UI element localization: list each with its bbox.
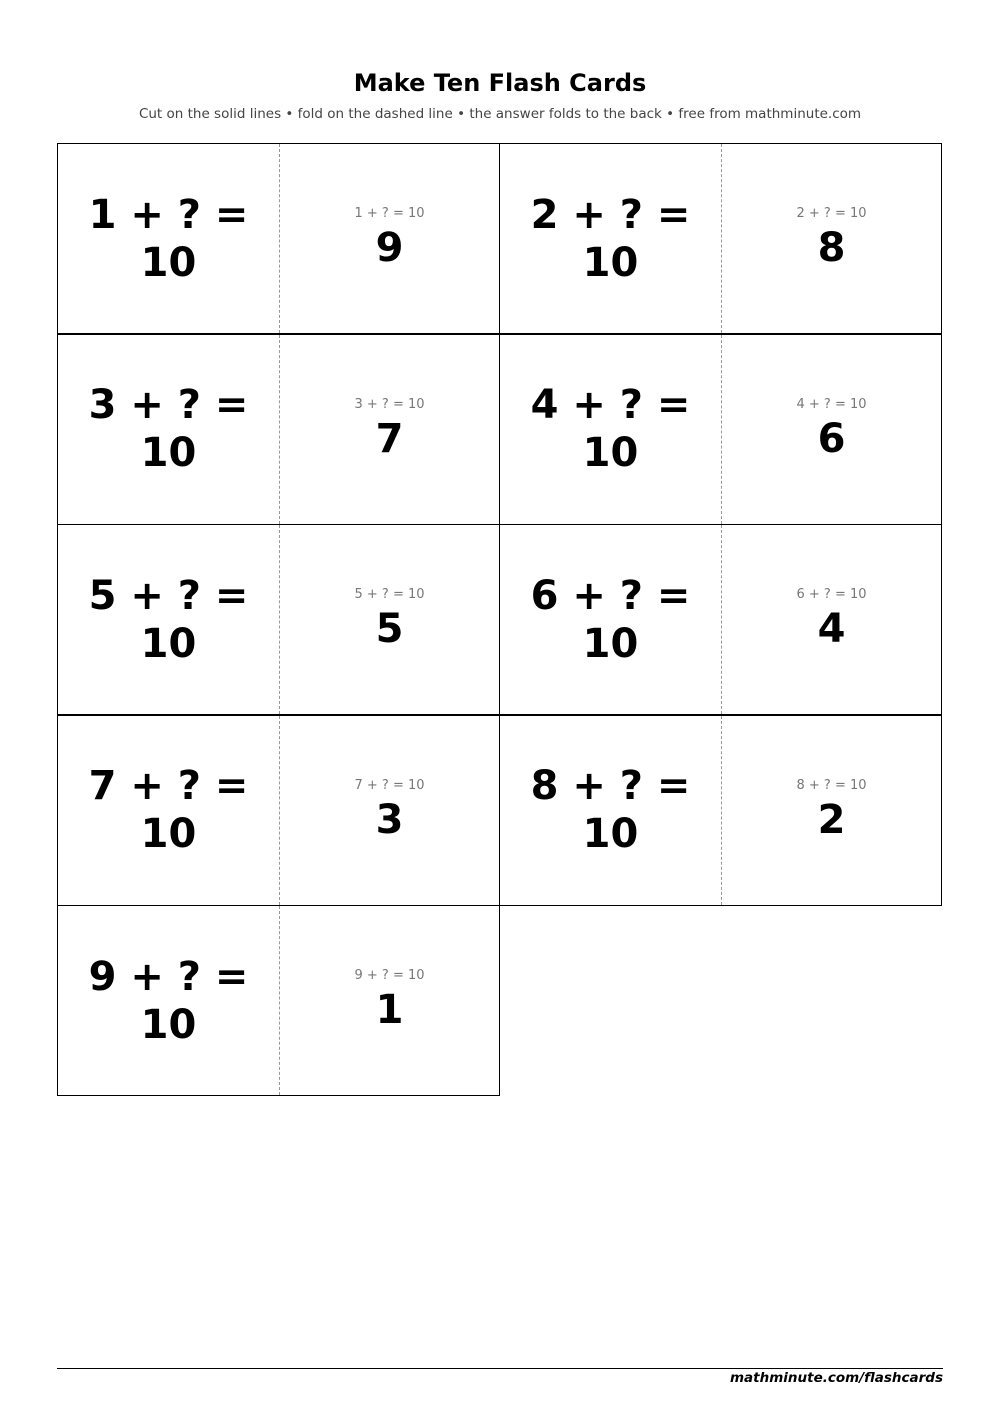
card-answer: 5 <box>375 606 404 652</box>
card-question: 5 + ? = <box>88 572 249 619</box>
page-instructions: Cut on the solid lines • fold on the dashed line • the answer folds to the back • free from mathminute.com <box>138 106 862 122</box>
card-back-prompt: 1 + ? = 10 <box>354 206 425 221</box>
card-answer: 6 <box>817 415 846 462</box>
card-front <box>58 716 279 905</box>
flash-card <box>57 524 500 715</box>
card-question-total: 10 <box>582 811 639 857</box>
card-question-total: 10 <box>582 620 639 667</box>
footer-url: mathminute.com/flashcards <box>729 1370 943 1386</box>
card-back-prompt: 3 + ? = 10 <box>354 396 425 412</box>
card-back-prompt: 2 + ? = 10 <box>796 206 867 221</box>
card-front <box>500 525 721 714</box>
card-question: 1 + ? = <box>88 191 249 238</box>
card-question-total: 10 <box>140 430 197 476</box>
card-question-total: 10 <box>140 811 197 857</box>
card-answer: 3 <box>375 796 404 843</box>
card-back-prompt: 4 + ? = 10 <box>796 396 867 412</box>
card-front <box>58 335 279 524</box>
card-back <box>722 335 941 524</box>
card-question: 2 + ? = <box>530 191 691 238</box>
card-back <box>280 716 499 905</box>
card-question: 7 + ? = <box>88 763 249 809</box>
flash-card <box>499 715 942 906</box>
card-back-prompt: 8 + ? = 10 <box>796 777 867 793</box>
flash-card <box>57 334 500 525</box>
card-answer: 9 <box>375 225 404 271</box>
card-back-prompt: 5 + ? = 10 <box>354 587 425 602</box>
card-front <box>58 144 279 333</box>
card-front <box>58 525 279 714</box>
flash-card <box>57 905 500 1096</box>
card-question: 9 + ? = <box>88 953 249 1000</box>
flash-card <box>499 143 942 334</box>
card-answer: 7 <box>375 415 404 462</box>
card-question: 8 + ? = <box>530 763 691 809</box>
card-front <box>500 716 721 905</box>
flash-card <box>499 524 942 715</box>
flash-card <box>57 143 500 334</box>
card-question: 3 + ? = <box>88 382 249 428</box>
card-back <box>280 335 499 524</box>
card-back <box>280 906 499 1095</box>
card-back <box>722 144 941 333</box>
card-back <box>280 525 499 714</box>
card-back <box>722 716 941 905</box>
card-back-prompt: 9 + ? = 10 <box>354 968 425 983</box>
card-back <box>722 525 941 714</box>
flash-card <box>57 715 500 906</box>
card-question-total: 10 <box>582 239 639 286</box>
card-question: 4 + ? = <box>530 382 691 428</box>
card-front <box>58 906 279 1095</box>
card-answer: 8 <box>817 225 846 271</box>
flash-card <box>499 334 942 525</box>
card-question: 6 + ? = <box>530 572 691 619</box>
page-title: Make Ten Flash Cards <box>353 69 647 97</box>
card-front <box>500 144 721 333</box>
card-answer: 4 <box>817 606 846 652</box>
card-question-total: 10 <box>582 430 639 476</box>
card-back-prompt: 6 + ? = 10 <box>796 587 867 602</box>
card-question-total: 10 <box>140 620 197 667</box>
card-answer: 2 <box>817 796 846 843</box>
card-question-total: 10 <box>140 239 197 286</box>
card-answer: 1 <box>375 987 404 1033</box>
card-back <box>280 144 499 333</box>
card-question-total: 10 <box>140 1001 197 1048</box>
card-front <box>500 335 721 524</box>
card-back-prompt: 7 + ? = 10 <box>354 777 425 793</box>
